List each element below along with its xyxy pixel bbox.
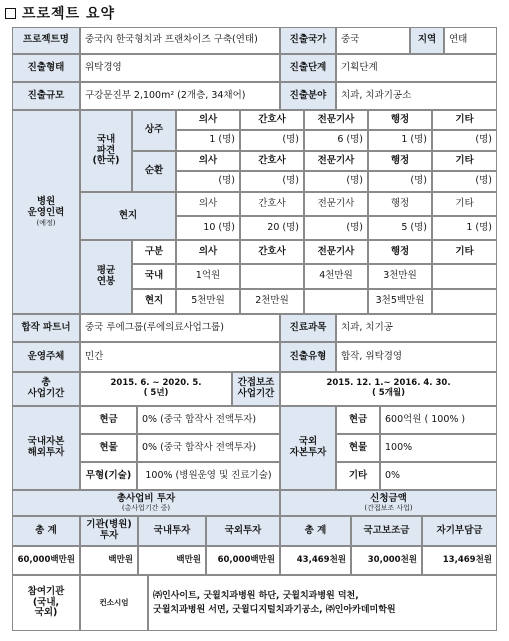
checkbox-square-icon — [5, 8, 16, 19]
request-amount-title: 신청금액 — [370, 492, 407, 504]
val-foreign: 60,000백만원 — [206, 546, 280, 575]
cash2-label: 현금 — [336, 406, 380, 434]
project-name-value: 중국內 한국형치과 프랜차이즈 구축(연태) — [80, 27, 280, 54]
resident-other-count: (명) — [432, 130, 497, 151]
dom-salary-doctor: 1억원 — [176, 264, 240, 289]
intangible-label: 무형(기술) — [80, 462, 137, 490]
in-kind2-value: 100% — [380, 434, 497, 462]
val-subsidy: 30,000천원 — [351, 546, 422, 575]
entry-scale-label: 진출규모 — [12, 82, 80, 110]
col-self-funding: 자기부담금 — [422, 516, 497, 546]
role-doctor: 의사 — [176, 110, 240, 130]
entry-type-label: 진출형태 — [12, 54, 80, 82]
resident-doctor-count: 1 (명) — [176, 130, 240, 151]
col-total: 총 계 — [12, 516, 80, 546]
val-domestic: 백만원 — [138, 546, 206, 575]
entry-kind-label: 진출유형 — [280, 342, 336, 372]
total-investment-note: (총사업기간 중) — [121, 504, 171, 513]
salary-div-header: 구분 — [132, 240, 176, 264]
total-investment-header — [12, 490, 280, 516]
entry-field-label: 진출분야 — [280, 82, 336, 110]
indirect-period-value — [280, 372, 497, 406]
role-technician: 전문기사 — [304, 151, 368, 171]
cash-value: 0% (중국 합작사 전액투자) — [137, 406, 280, 434]
loc-salary-nurse: 2천만원 — [240, 289, 304, 314]
role-technician: 전문기사 — [304, 110, 368, 130]
request-amount-note: (간접보조 사업) — [364, 504, 413, 513]
rotation-admin-count: (명) — [368, 171, 432, 192]
rotation-nurse-count: (명) — [240, 171, 304, 192]
entry-stage-value: 기획단계 — [336, 54, 497, 82]
total-investment-title: 총사업비 투자 — [116, 492, 176, 504]
hospital-staff-label — [12, 110, 80, 314]
role-doctor: 의사 — [176, 151, 240, 171]
role-doctor: 의사 — [176, 240, 240, 264]
rotation-other-count: (명) — [432, 171, 497, 192]
entry-scale-value: 구강문진부 2,100m² (2개층, 34채어) — [80, 82, 280, 110]
dom-salary-other — [432, 264, 497, 289]
other2-label: 기타 — [336, 462, 380, 490]
role-nurse: 간호사 — [240, 151, 304, 171]
entry-kind-value: 합작, 위탁경영 — [336, 342, 497, 372]
participants-label: 참여기관 (국내, 국외) — [12, 575, 80, 631]
resident-label: 상주 — [132, 110, 176, 151]
total-period-duration: ( 5년) — [143, 388, 169, 398]
in-kind2-label: 현물 — [336, 434, 380, 462]
local-staff-label: 현지 — [80, 192, 176, 240]
role-admin: 행정 — [368, 192, 432, 216]
department-label: 진료과목 — [280, 314, 336, 342]
in-kind-value: 0% (중국 합작사 전액투자) — [137, 434, 280, 462]
col-subsidy: 국고보조금 — [351, 516, 422, 546]
rotation-technician-count: (명) — [304, 171, 368, 192]
local-doctor-count: 10 (명) — [176, 216, 240, 240]
loc-salary-technician — [304, 289, 368, 314]
entry-stage-label: 진출단계 — [280, 54, 336, 82]
val-request-total: 43,469천원 — [280, 546, 351, 575]
salary-domestic-row: 국내 — [132, 264, 176, 289]
entry-type-value: 위탁경영 — [80, 54, 280, 82]
domestic-dispatch-label: 국내 파견 (한국) — [80, 110, 132, 192]
section-title — [5, 3, 115, 23]
participants-value: ㈜인사이트, 굿윌치과병원 하단, 굿윌치과병원 덕천, 굿윌치과병원 서면, 굿윌디지털치과기공소, ㈜인아카데미학원 — [148, 575, 497, 631]
country-label: 진출국가 — [280, 27, 336, 54]
region-value: 연태 — [444, 27, 497, 54]
role-technician: 전문기사 — [304, 192, 368, 216]
indirect-period-label: 간접보조 사업기간 — [232, 372, 280, 406]
role-admin: 행정 — [368, 110, 432, 130]
loc-salary-doctor: 5천만원 — [176, 289, 240, 314]
department-value: 치과, 치기공 — [336, 314, 497, 342]
role-technician: 전문기사 — [304, 240, 368, 264]
role-other: 기타 — [432, 192, 497, 216]
cash-label: 현금 — [80, 406, 137, 434]
operator-label: 운영주체 — [12, 342, 80, 372]
other2-value: 0% — [380, 462, 497, 490]
col-foreign: 국외투자 — [206, 516, 280, 546]
resident-technician-count: 6 (명) — [304, 130, 368, 151]
domestic-capital-label: 국내자본 해외투자 — [12, 406, 80, 490]
foreign-capital-label: 국외 자본투자 — [280, 406, 336, 490]
country-value: 중국 — [336, 27, 410, 54]
col-domestic: 국내투자 — [138, 516, 206, 546]
resident-nurse-count: (명) — [240, 130, 304, 151]
dom-salary-admin: 3천만원 — [368, 264, 432, 289]
avg-salary-label: 평균 연봉 — [80, 240, 132, 314]
entry-field-value: 치과, 치과기공소 — [336, 82, 497, 110]
indirect-period-dates: 2015. 12. 1.~ 2016. 4. 30. — [326, 378, 451, 389]
local-other-count: 1 (명) — [432, 216, 497, 240]
val-institution: 백만원 — [80, 546, 138, 575]
rotation-doctor-count: (명) — [176, 171, 240, 192]
dom-salary-technician: 4천만원 — [304, 264, 368, 289]
role-admin: 행정 — [368, 151, 432, 171]
local-admin-count: 5 (명) — [368, 216, 432, 240]
role-nurse: 간호사 — [240, 110, 304, 130]
hospital-staff-note: (예정) — [36, 218, 56, 227]
project-name-label: 프로젝트명 — [12, 27, 80, 54]
partner-value: 중국 루에그룹(루에의료사업그룹) — [80, 314, 280, 342]
val-total: 60,000백만원 — [12, 546, 80, 575]
in-kind-label: 현물 — [80, 434, 137, 462]
total-period-value — [80, 372, 232, 406]
val-self-funding: 13,469천원 — [422, 546, 497, 575]
total-period-label: 총 사업기간 — [12, 372, 80, 406]
intangible-value: 100% (병원운영 및 진료기술) — [137, 462, 280, 490]
dom-salary-nurse — [240, 264, 304, 289]
role-other: 기타 — [432, 240, 497, 264]
col-institution: 기관(병원)투자 — [80, 516, 138, 546]
operator-value: 민간 — [80, 342, 280, 372]
consortium-label: 컨소시엄 — [80, 575, 148, 631]
loc-salary-other — [432, 289, 497, 314]
total-period-dates: 2015. 6. ~ 2020. 5. — [110, 378, 202, 389]
partner-label: 합작 파트너 — [12, 314, 80, 342]
loc-salary-admin: 3천5백만원 — [368, 289, 432, 314]
request-amount-header — [280, 490, 497, 516]
role-other: 기타 — [432, 110, 497, 130]
hospital-staff-title: 병원 운영인력 — [27, 196, 65, 218]
role-other: 기타 — [432, 151, 497, 171]
section-title-text: 프로젝트 요약 — [22, 6, 116, 22]
rotation-label: 순환 — [132, 151, 176, 192]
role-admin: 행정 — [368, 240, 432, 264]
region-label: 지역 — [410, 27, 444, 54]
col-request-total: 총 계 — [280, 516, 351, 546]
cash2-value: 600억원 ( 100% ) — [380, 406, 497, 434]
indirect-period-duration: ( 5개월) — [371, 388, 406, 398]
resident-admin-count: 1 (명) — [368, 130, 432, 151]
role-nurse: 간호사 — [240, 192, 304, 216]
salary-local-row: 현지 — [132, 289, 176, 314]
role-doctor: 의사 — [176, 192, 240, 216]
role-nurse: 간호사 — [240, 240, 304, 264]
local-nurse-count: 20 (명) — [240, 216, 304, 240]
local-technician-count: (명) — [304, 216, 368, 240]
